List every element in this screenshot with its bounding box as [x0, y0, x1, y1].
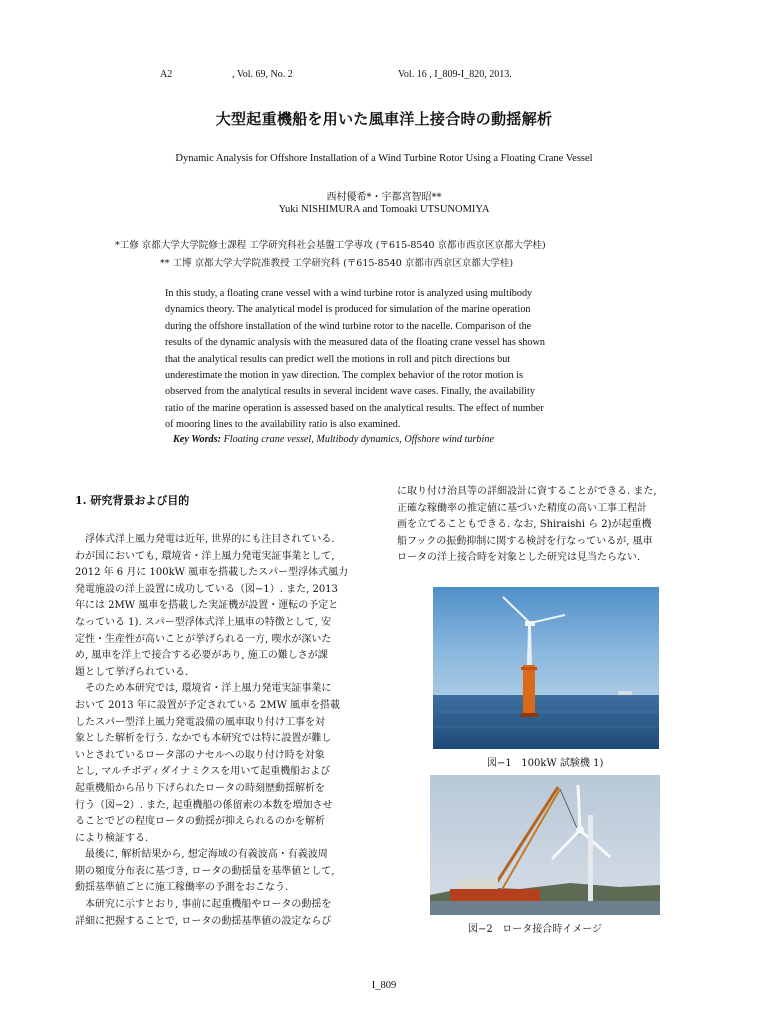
left-column — [75, 532, 348, 930]
crane-vessel-photo — [430, 775, 660, 915]
wind-turbine-photo — [433, 587, 659, 749]
figure-2-photo — [430, 775, 660, 915]
affiliation-2: ** 工博 京都大学大学院准教授 工学研究科 (〒615-8540 京都市西京区京都大学桂) — [160, 258, 514, 269]
keywords-label: Key Words: — [173, 434, 222, 445]
journal-volume: , Vol. 69, No. 2 — [232, 69, 293, 80]
text-line: 船フックの振動抑制に関する検討を行なっているが, 風車 — [397, 535, 653, 547]
figure-1-text: 100kW 試験機 1) — [521, 758, 604, 769]
text-line: に取り付け治具等の詳細設計に資することができる. また, — [397, 486, 657, 497]
abstract-line: dynamics theory. The analytical model is produced for simulation of the marine operation — [165, 304, 531, 316]
abstract-line: observed from the analytical results in several incident wave cases. Finally, the availability — [165, 386, 535, 398]
abstract — [165, 286, 595, 434]
abstract-line: ratio of the marine operation is assessed based on the analytical results. The effect of number — [165, 402, 544, 414]
authors-en: Yuki NISHIMURA and Tomoaki UTSUNOMIYA — [278, 204, 490, 215]
text-line: 発電施設の洋上設置に成功している（図−1）. また, 2013 — [75, 583, 338, 595]
abstract-line: underestimate the motion in yaw direction. The complex behavior of the rotor motion is — [165, 370, 523, 382]
text-line: により検証する. — [75, 832, 149, 844]
keywords-text: Floating crane vessel, Multibody dynamics, Offshore wind turbine — [221, 434, 494, 445]
figure-1-photo — [433, 587, 659, 749]
text-line: ロータの洋上接合時を対象とした研究は見当たらない. — [397, 552, 641, 564]
figure-1-label: 図−1 — [487, 758, 512, 769]
figure-2-caption — [468, 920, 602, 935]
text-line: 起重機船から吊り下げられたロータの時刻歴動揺解析を — [75, 782, 325, 794]
abstract-line: during the offshore installation of the wind turbine rotor to the nacelle. Comparison of the — [165, 320, 532, 332]
text-line: なっている 1). スパー型浮体式洋上風車の特徴として, 安 — [75, 616, 332, 628]
abstract-line: of mooring lines to the availability ratio is also examined. — [165, 419, 401, 431]
abstract-line: results of the dynamic analysis with the measured data of the floating crane vessel has shown — [165, 337, 545, 349]
text-line: 本研究に示すとおり, 事前に起重機船やロータの動揺を — [75, 899, 332, 911]
right-column — [397, 484, 657, 567]
paper-title-en: Dynamic Analysis for Offshore Installation of a Wind Turbine Rotor Using a Floating Crane Vessel — [175, 153, 593, 164]
text-line: 動揺基準値ごとに施工稼働率の予測をおこなう. — [75, 882, 289, 894]
section-heading: 1. 研究背景および目的 — [75, 494, 190, 507]
affiliation-1: *工修 京都大学大学院修士課程 工学研究科社会基盤工学専攻 (〒615-8540 京都市西京区京都大学桂) — [115, 240, 546, 251]
figure-1-caption — [487, 754, 603, 769]
figure-2-label: 図−2 — [468, 924, 493, 935]
text-line: いとされているロータ部のナセルへの取り付け時を対象 — [75, 749, 325, 761]
journal-volume-pages: Vol. 16 , I_809-I_820, 2013. — [398, 69, 512, 80]
text-line: 行う（図−2）. また, 起重機船の係留索の本数を増加させ — [75, 799, 333, 811]
text-line: ることでどの程度ロータの動揺が抑えられるのかを解析 — [75, 816, 325, 828]
text-line: 2012 年 6 月に 100kW 風車を搭載したスパー型浮体式風力 — [75, 567, 349, 579]
text-line: 定性・生産性が高いことが挙げられる一方, 喫水が深いた — [75, 633, 332, 645]
text-line: わが国においても, 環境省・洋上風力発電実証事業として, — [75, 550, 335, 562]
authors-jp: 西村優希*・宇都宮智昭** — [326, 192, 442, 203]
text-line: 題として挙げられている. — [75, 666, 189, 678]
text-line: 象とした解析を行う. なかでも本研究では特に設置が難し — [75, 733, 332, 745]
abstract-line: In this study, a floating crane vessel with a wind turbine rotor is analyzed using multibody — [165, 288, 533, 299]
text-line: 画を立てることもできる. なお, Shiraishi ら 2)が起重機 — [397, 519, 652, 531]
text-line: そのため本研究では, 環境省・洋上風力発電実証事業に — [75, 683, 332, 695]
keywords — [173, 434, 494, 445]
text-line: 期の頻度分布表に基づき, ロータの動揺量を基準値として, — [75, 865, 335, 877]
text-line: め, 風車を洋上で接合する必要があり, 施工の難しさが課 — [75, 650, 328, 662]
text-line: とし, マルチボディダイナミクスを用いて起重機船および — [75, 766, 331, 778]
text-line: 詳細に把握することで, ロータの動揺基準値の設定ならび — [75, 915, 332, 927]
page-number: I_809 — [371, 980, 397, 991]
text-line: おいて 2013 年に設置が予定されている 2MW 風車を搭載 — [75, 699, 341, 711]
journal-code: A2 — [160, 69, 173, 80]
abstract-line: that the analytical results can predict well the motions in roll and pitch directions but — [165, 353, 511, 365]
text-line: 浮体式洋上風力発電は近年, 世界的にも注目されている. — [75, 534, 335, 545]
paper-title-jp: 大型起重機船を用いた風車洋上接合時の動揺解析 — [215, 110, 553, 128]
text-line: 最後に, 解析結果から, 想定海域の有義波高・有義波周 — [75, 849, 328, 861]
text-line: したスパー型洋上風力発電設備の風車取り付け工事を対 — [75, 716, 325, 728]
text-line: 正確な稼働率の推定値に基づいた精度の高い工事工程計 — [397, 502, 647, 514]
text-line: 年には 2MW 風車を搭載した実証機が設置・運転の予定と — [75, 600, 339, 612]
figure-2-text: ロータ接合時イメージ — [502, 924, 602, 935]
